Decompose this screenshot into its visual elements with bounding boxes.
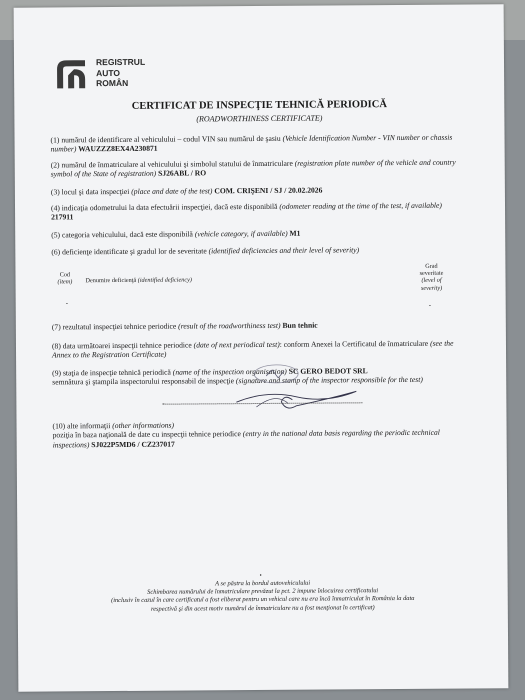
field-label-en: (entry in the national data basis regarding the periodic technical inspections) — [52, 428, 440, 450]
field-label: (10) alte informaţii — [52, 421, 113, 431]
field-label-en: (vehicle category, if available) — [194, 228, 288, 239]
field-label: (5) categoria vehiculului, dacă este disponibilă — [51, 229, 195, 240]
deficiency-col-severity — [411, 263, 451, 292]
deficiency-severity-value: - — [428, 300, 432, 309]
col-header: Grad — [425, 262, 438, 270]
field-label: (1) numărul de identificare al vehiculului – codul VIN sau numărul de şasiu — [50, 133, 283, 145]
field-category — [51, 228, 461, 240]
document-title: CERTIFICAT DE INSPECŢIE TEHNICĂ PERIODICĂ — [131, 99, 387, 112]
field-label: (6) deficienţe identificate şi gradul lor de severitate — [51, 246, 209, 257]
certificate-sheet — [14, 4, 509, 691]
field-label-en: (odometer reading at the time of the test, if available) — [279, 200, 442, 211]
field-label: poziţia în baza naţională de date cu inspecţii tehnice periodice — [52, 429, 243, 440]
inspector-signature-stamp-icon — [226, 361, 376, 422]
field-result — [52, 320, 462, 332]
field-other-info — [53, 419, 463, 450]
field-label-en: (identified deficiencies and their level of severity) — [208, 245, 360, 256]
field-label-en: (see the Annex to the Registration Certificate) — [52, 338, 454, 360]
document-subtitle: (ROADWORTHINESS CERTIFICATE) — [196, 113, 323, 124]
field-label: (2) numărul de înmatriculare al vehiculului şi simbolul statului de înmatriculare — [50, 158, 295, 170]
col-header-en: (identified deficiency) — [137, 276, 192, 284]
station-value: SC GERO BEDOT SRL — [288, 366, 368, 376]
odometer-value: 217911 — [51, 212, 74, 222]
field-odometer — [51, 201, 461, 223]
field-label-en: (place and date of the test) — [131, 186, 213, 196]
field-label: semnătura şi ştampila inspectorului responsabil de inspecţie — [52, 376, 236, 387]
field-label: (8) data următoarei inspecţii tehnice periodice — [51, 340, 194, 351]
registrul-auto-roman-logo-icon — [54, 57, 88, 91]
brand-line: AUTO — [96, 67, 121, 78]
deficiency-col-name — [86, 276, 192, 284]
field-label: (3) locul şi data inspecţiei — [50, 186, 132, 197]
footer-line: Schimbarea numărului de înmatriculare prevăzut la pct. 2 impune înlocuirea certificatului — [147, 587, 379, 597]
col-header-en: (level of — [421, 277, 442, 285]
result-value: Bun tehnic — [282, 320, 318, 330]
field-label: : conform Anexei la Certificatul de înmatriculare — [279, 338, 431, 349]
field-label-en: (other informations) — [112, 420, 175, 431]
field-place-date — [51, 185, 461, 197]
field-label: (7) rezultatul inspecţiei tehnice periodice — [51, 321, 179, 332]
field-registration — [51, 158, 461, 180]
col-header-en: severity) — [420, 284, 443, 292]
brand-name — [96, 57, 145, 89]
field-label: (4) indicaţia odometrului la data efectuării inspecţiei, dacă este disponibilă — [50, 201, 280, 213]
footer-line: respectivă şi din acest motiv numărul de înmatriculare nu a fost menţionat în certificat) — [150, 603, 375, 613]
field-label-en: (registration plate number of the vehicle and country symbol of the State of registration) — [50, 157, 456, 179]
field-vin — [51, 133, 461, 155]
col-header-en: (item) — [57, 278, 73, 286]
field-label-en: (result of the roadworthiness test) — [178, 320, 281, 331]
vin-value: WAUZZZ8EX4A230871 — [78, 144, 158, 154]
category-value: M1 — [289, 228, 301, 238]
field-label-en: (signature and stamp of the inspector responsible for the test) — [235, 375, 423, 386]
footer-line: (inclusiv în cazul în care certificatul a fost eliberat pentru un vehicul care nu era încă înmatriculat în România la data — [111, 595, 415, 605]
database-entry-value: SJ022P5MD6 / CZ237017 — [91, 439, 175, 449]
deficiency-col-code — [57, 271, 72, 286]
col-header: Denumire deficienţă — [85, 276, 138, 285]
brand-line: ROMÂN — [96, 77, 129, 89]
place-date-value: COM. CRIŞENI / SJ / 20.02.2026 — [214, 185, 323, 196]
footer-notes — [58, 579, 468, 615]
deficiency-code-value: - — [65, 299, 69, 308]
registration-value: SJ26ABL / RO — [158, 168, 207, 179]
field-label-en: (Vehicle Identification Number - VIN number or chassis number) — [50, 132, 453, 154]
footer-line: A se păstra la bordul autovehiculului — [215, 579, 311, 588]
field-label-en: (date of next periodical test) — [193, 339, 280, 350]
footer-bullet: • — [259, 573, 262, 580]
brand-line: REGISTRUL — [95, 56, 146, 68]
col-header: severitate — [419, 269, 444, 278]
field-label-en: (name of the inspection organisation) — [172, 366, 287, 377]
col-header: Cod — [59, 271, 71, 279]
field-next-test — [52, 339, 462, 361]
field-deficiencies — [51, 245, 461, 257]
field-label: (9) staţia de inspecţie tehnică periodică — [52, 367, 173, 378]
